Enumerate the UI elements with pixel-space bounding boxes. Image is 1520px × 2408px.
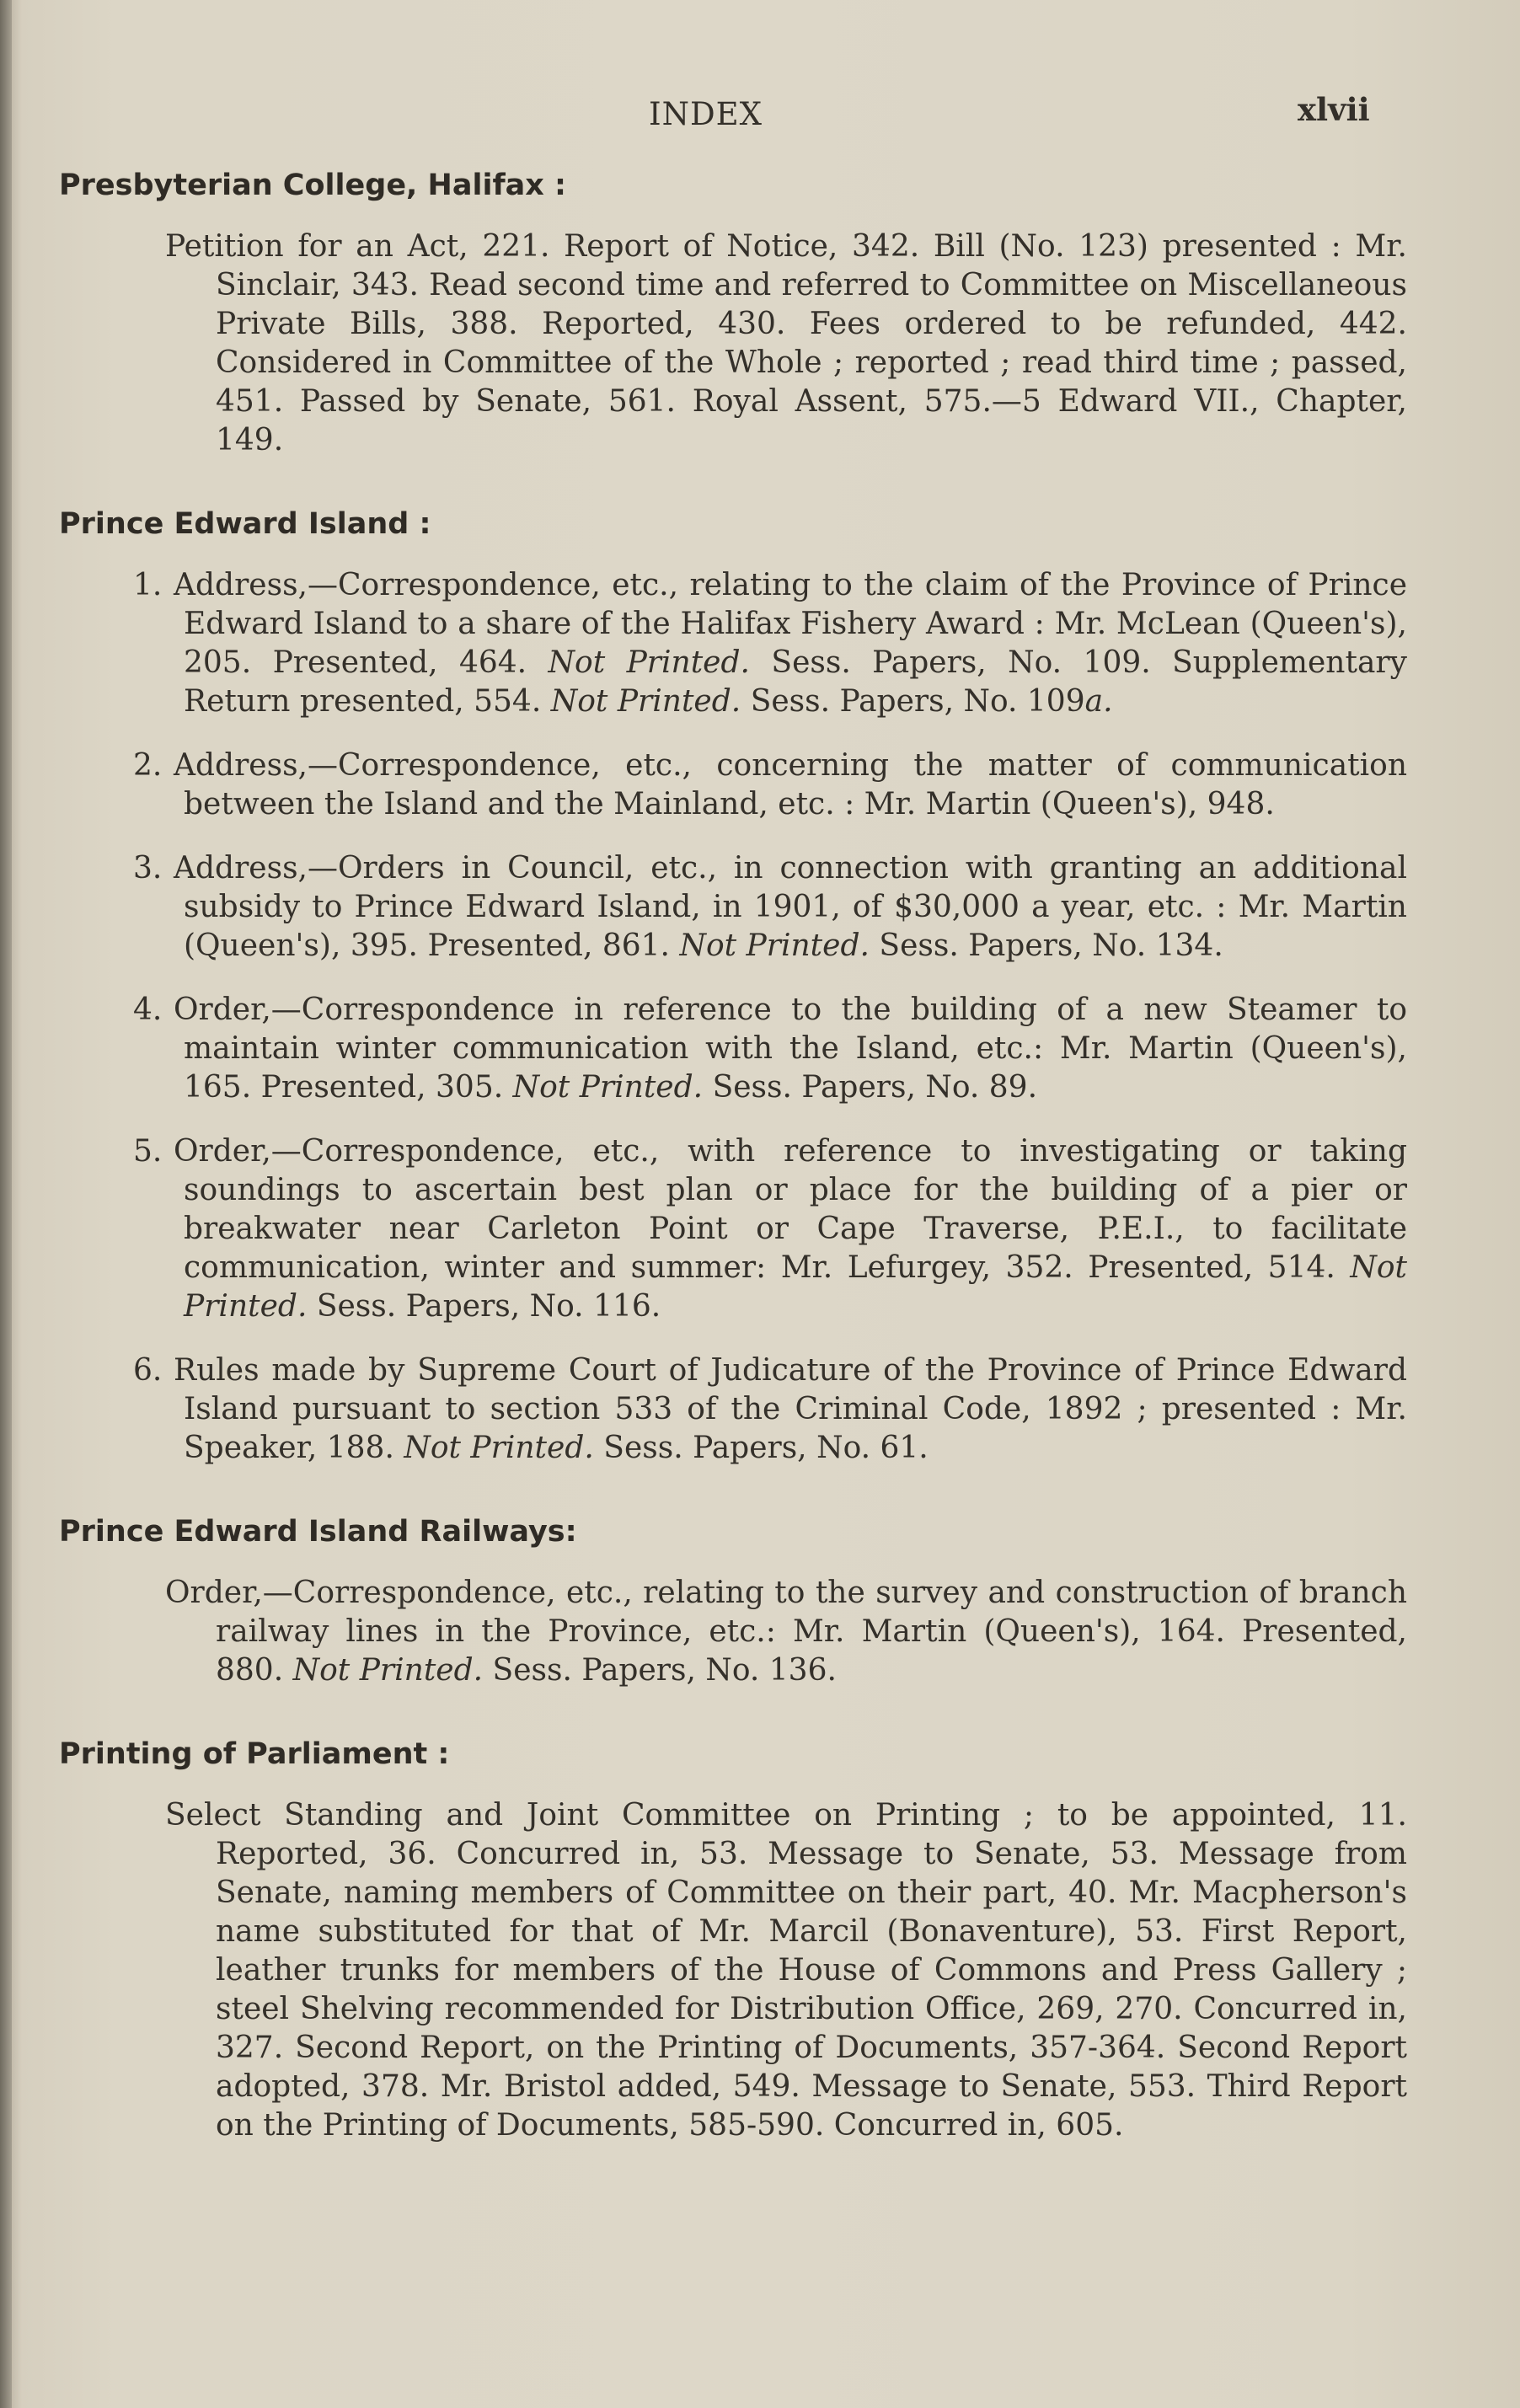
not-printed-note: Not Printed.	[550, 684, 741, 719]
entry-text: Sess. Papers, No. 134.	[879, 928, 1223, 963]
entry-number: 5.	[133, 1134, 163, 1169]
index-entry	[133, 1132, 1407, 1326]
index-section-printing-of-parliament	[59, 1737, 1407, 2145]
entry-list	[59, 1574, 1407, 1690]
running-head-title: INDEX	[649, 96, 763, 132]
index-entry	[165, 1574, 1407, 1690]
index-entry	[165, 1796, 1407, 2145]
entry-text: Order,—Correspondence, etc., relating to the survey and construction of branch railway lines in the Province, etc.: Mr. Martin (Queen's), 164. Presented, 880.	[165, 1576, 1407, 1688]
entry-number: 6.	[133, 1353, 163, 1388]
entry-text: Sess. Papers, No. 61.	[603, 1431, 929, 1465]
entry-number: 2.	[133, 748, 163, 783]
entry-text: Select Standing and Joint Committee on Printing ; to be appointed, 11. Reported, 36. Concurred in, 53. Message to Senate, 53. Message from Senate, naming members of Committee on their part, 40. Mr. Macpherson's name substituted for that of Mr. Marcil (Bonaventure), 53. First Report, leather trunks for members of the House of Commons and Press Gallery ; steel Shelving recommended for Distribution Office, 269, 270. Concurred in, 327. Second Report, on the Printing of Documents, 357-364. Second Report adopted, 378. Mr. Bristol added, 549. Message to Senate, 553. Third Report on the Printing of Documents, 585-590. Concurred in, 605.	[165, 1798, 1407, 2143]
entry-number: 3.	[133, 851, 163, 886]
paper-suffix: a.	[1084, 684, 1113, 719]
index-entry	[133, 991, 1407, 1107]
index-entry	[133, 849, 1407, 966]
not-printed-note: Not Printed.	[184, 1250, 1407, 1324]
entry-list	[59, 1796, 1407, 2145]
entry-text: Sess. Papers, No. 116.	[316, 1289, 661, 1324]
index-entry	[133, 1351, 1407, 1468]
page-number: xlvii	[1298, 91, 1370, 128]
entry-text: Address,—Correspondence, etc., relating to the claim of the Province of Prince Edward Island to a share of the Halifax Fishery Award : Mr. McLean (Queen's), 205. Presented, 464.	[174, 568, 1407, 680]
index-entry	[165, 227, 1407, 460]
entry-text: Address,—Correspondence, etc., concerning the matter of communication between the Island and the Mainland, etc. : Mr. Martin (Queen's), 948.	[174, 748, 1407, 821]
entry-text: Sess. Papers, No. 136.	[492, 1653, 837, 1688]
section-heading: Presbyterian College, Halifax :	[59, 169, 567, 202]
entry-text: Sess. Papers, No. 89.	[712, 1070, 1038, 1105]
not-printed-note: Not Printed.	[292, 1653, 484, 1688]
entry-text: Sess. Papers, No. 109	[750, 684, 1085, 719]
running-head	[0, 91, 1520, 142]
index-section-prince-edward-island	[59, 507, 1407, 1468]
index-content	[59, 169, 1407, 2192]
index-section-pei-railways	[59, 1515, 1407, 1690]
section-heading: Printing of Parliament :	[59, 1737, 450, 1771]
not-printed-note: Not Printed.	[404, 1431, 594, 1465]
entry-text: Address,—Orders in Council, etc., in connection with granting an additional subsidy to Prince Edward Island, in 1901, of $30,000 a year, etc. : Mr. Martin (Queen's), 395. Presented, 861.	[174, 851, 1407, 963]
not-printed-note: Not Printed.	[512, 1070, 704, 1105]
index-entry	[133, 566, 1407, 721]
binding-edge	[0, 0, 12, 2408]
entry-text: Order,—Correspondence, etc., with reference to investigating or taking soundings to ascertain best plan or place for the building of a pier or breakwater near Carleton Point or Cape Traverse, P.E.I., to facilitate communication, winter and summer: Mr. Lefurgey, 352. Presented, 514.	[174, 1134, 1407, 1285]
entry-number: 1.	[133, 568, 163, 602]
index-entry	[133, 746, 1407, 824]
entry-list	[59, 566, 1407, 1468]
section-heading: Prince Edward Island Railways:	[59, 1515, 577, 1549]
not-printed-note: Not Printed.	[679, 928, 870, 963]
entry-number: 4.	[133, 993, 163, 1027]
section-heading: Prince Edward Island :	[59, 507, 431, 541]
entry-text: Order,—Correspondence in reference to the building of a new Steamer to maintain winter communication with the Island, etc.: Mr. Martin (Queen's), 165. Presented, 305.	[174, 993, 1407, 1105]
index-section-presbyterian-college	[59, 169, 1407, 460]
entry-text: Petition for an Act, 221. Report of Notice, 342. Bill (No. 123) presented : Mr. Sinclair, 343. Read second time and referred to Committee on Miscellaneous Private Bills, 388. Reported, 430. Fees ordered to be refunded, 442. Considered in Committee of the Whole ; reported ; read third time ; passed, 451. Passed by Senate, 561. Royal Assent, 575.—5 Edward VII., Chapter, 149.	[165, 229, 1407, 458]
entry-text: Rules made by Supreme Court of Judicature of the Province of Prince Edward Island pursuant to section 533 of the Criminal Code, 1892 ; presented : Mr. Speaker, 188.	[174, 1353, 1407, 1465]
not-printed-note: Not Printed.	[548, 645, 750, 680]
entry-list	[59, 227, 1407, 460]
entry-text: Sess. Papers, No. 109. Supplementary Return presented, 554.	[184, 645, 1407, 719]
